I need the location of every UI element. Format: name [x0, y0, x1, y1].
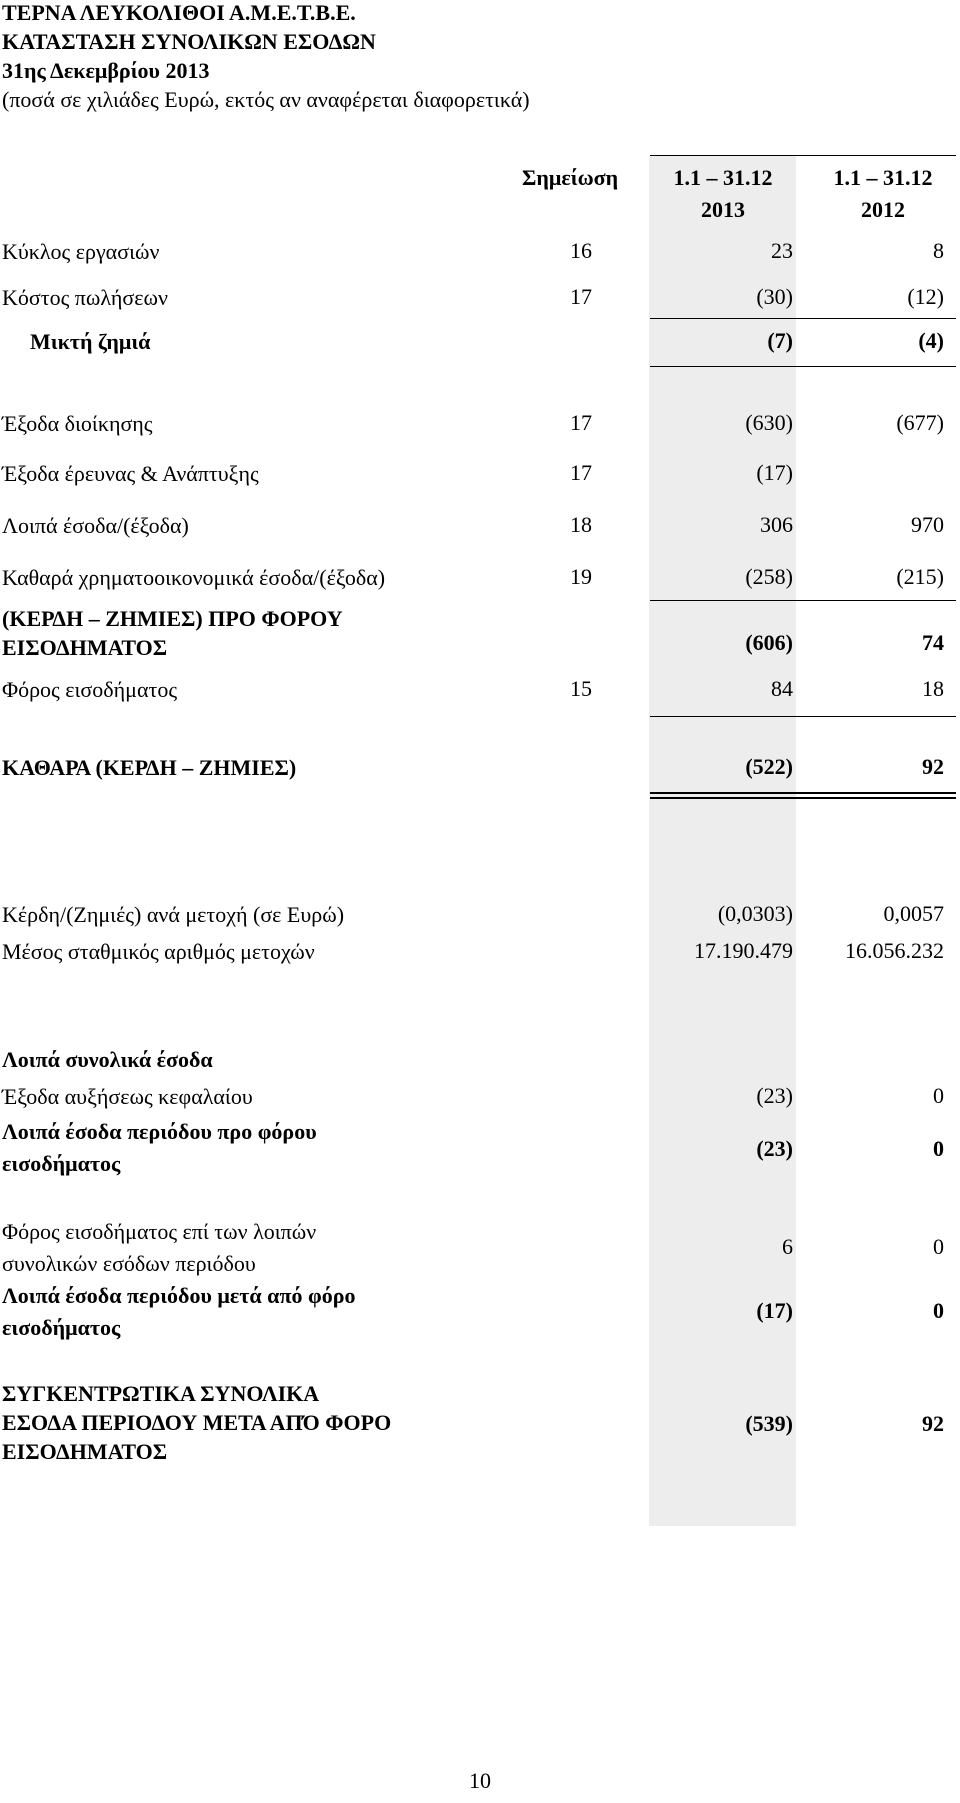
row-note-other-income: 18	[570, 512, 592, 537]
row-note-income-tax: 15	[570, 676, 592, 701]
column-header-2013-year: 2013	[701, 197, 745, 222]
row-2013-net-finance: (258)	[745, 564, 793, 589]
row-2012-net-finance: (215)	[896, 564, 944, 589]
oci-tax-2013: 6	[782, 1234, 793, 1259]
row-note-cost-of-sales: 17	[570, 284, 592, 309]
column-header-2013-range: 1.1 – 31.12	[673, 165, 773, 190]
oci-tax-label-line1: Φόρος εισοδήματος επί των λοιπών	[2, 1219, 317, 1244]
row-2012-cost-of-sales: (12)	[907, 284, 944, 309]
row-2012-other-income: 970	[911, 512, 944, 537]
row-label-profit-before-tax-line2: ΕΙΣΟΔΗΜΑΤΟΣ	[2, 635, 168, 660]
column-header-2012-range: 1.1 – 31.12	[833, 165, 933, 190]
row-label-admin-expenses: Έξοδα διοίκησης	[2, 411, 153, 436]
row-label-net-finance: Καθαρά χρηματοοικονομικά έσοδα/(έξοδα)	[2, 565, 386, 590]
row-note-admin-expenses: 17	[570, 410, 592, 435]
total-label-line2: ΕΣΟΔΑ ΠΕΡΙΟΔΟΥ ΜΕΤΑ ΑΠΌ ΦΟΡΟ	[2, 1410, 392, 1435]
row-label-turnover: Κύκλος εργασιών	[2, 239, 160, 264]
gross-loss-underline	[650, 366, 956, 367]
net-result-double-underline-1	[650, 792, 956, 794]
row-note-turnover: 16	[570, 238, 592, 263]
oci-before-tax-label-line1: Λοιπά έσοδα περιόδου προ φόρου	[2, 1119, 317, 1144]
net-result-rule	[650, 716, 956, 717]
total-label-line1: ΣΥΓΚΕΝΤΡΩΤΙΚΑ ΣΥΝΟΛΙΚΑ	[2, 1381, 320, 1406]
page-number: 10	[469, 1768, 491, 1793]
row-2012-turnover: 8	[933, 238, 944, 263]
column-header-rule	[650, 155, 956, 156]
row-2012-admin-expenses: (677)	[896, 410, 944, 435]
eps-label: Κέρδη/(Ζημιές) ανά μετοχή (σε Ευρώ)	[2, 902, 345, 927]
note-column-header: Σημείωση	[522, 165, 619, 190]
eps-2012: 0,0057	[883, 901, 944, 926]
row-2013-other-income: 306	[760, 512, 793, 537]
column-header-2012-year: 2012	[861, 197, 905, 222]
oci-after-tax-2013: (17)	[756, 1298, 793, 1323]
statement-title: ΚΑΤΑΣΤΑΣΗ ΣΥΝΟΛΙΚΩΝ ΕΣΟΔΩΝ	[2, 29, 376, 54]
oci-tax-label-line2: συνολικών εσόδων περιόδου	[2, 1251, 256, 1276]
oci-after-tax-2012: 0	[933, 1298, 944, 1323]
row-2013-net-result: (522)	[745, 754, 793, 779]
statement-date: 31ης Δεκεμβρίου 2013	[2, 58, 210, 83]
total-2013: (539)	[745, 1411, 793, 1436]
row-2012-profit-before-tax: 74	[922, 630, 944, 655]
row-2013-income-tax: 84	[771, 676, 793, 701]
total-label-line3: ΕΙΣΟΔΗΜΑΤΟΣ	[2, 1439, 168, 1464]
row-2012-net-result: 92	[922, 754, 944, 779]
subtotal-rule	[650, 318, 956, 319]
oci-before-tax-label-line2: εισοδήματος	[2, 1151, 121, 1176]
row-label-net-result: ΚΑΘΑΡΑ (ΚΕΡΔΗ – ΖΗΜΙΕΣ)	[2, 755, 297, 780]
net-result-double-underline-2	[650, 797, 956, 799]
oci-capital-increase-label: Έξοδα αυξήσεως κεφαλαίου	[2, 1084, 253, 1109]
oci-capital-increase-2013: (23)	[756, 1083, 793, 1108]
oci-after-tax-label-line1: Λοιπά έσοδα περιόδου μετά από φόρο	[2, 1283, 356, 1308]
row-label-income-tax: Φόρος εισοδήματος	[2, 677, 178, 702]
units-note: (ποσά σε χιλιάδες Ευρώ, εκτός αν αναφέρεται διαφορετικά)	[2, 87, 530, 112]
oci-before-tax-2012: 0	[933, 1136, 944, 1161]
oci-after-tax-label-line2: εισοδήματος	[2, 1315, 121, 1340]
row-label-cost-of-sales: Κόστος πωλήσεων	[2, 285, 168, 310]
pretax-rule	[650, 600, 956, 601]
row-2013-rnd-expenses: (17)	[756, 460, 793, 485]
row-label-gross-loss: Μικτή ζημιά	[30, 329, 151, 354]
row-label-other-income: Λοιπά έσοδα/(έξοδα)	[2, 513, 189, 538]
shares-label: Μέσος σταθμικός αριθμός μετοχών	[2, 939, 315, 964]
total-2012: 92	[922, 1411, 944, 1436]
row-2013-cost-of-sales: (30)	[756, 284, 793, 309]
oci-before-tax-2013: (23)	[756, 1136, 793, 1161]
row-2012-income-tax: 18	[922, 676, 944, 701]
oci-title: Λοιπά συνολικά έσοδα	[2, 1047, 213, 1072]
oci-capital-increase-2012: 0	[933, 1083, 944, 1108]
row-label-rnd-expenses: Έξοδα έρευνας & Ανάπτυξης	[2, 461, 259, 486]
company-name: ΤΕΡΝΑ ΛΕΥΚΟΛΙΘΟΙ Α.Μ.Ε.Τ.Β.Ε.	[2, 0, 356, 25]
row-label-profit-before-tax-line1: (ΚΕΡΔΗ – ΖΗΜΙΕΣ) ΠΡΟ ΦΟΡΟΥ	[2, 606, 343, 631]
oci-tax-2012: 0	[933, 1234, 944, 1259]
row-2013-gross-loss: (7)	[767, 328, 793, 353]
row-2013-turnover: 23	[771, 238, 793, 263]
shares-2013: 17.190.479	[694, 938, 793, 963]
eps-2013: (0,0303)	[717, 901, 793, 926]
row-2013-admin-expenses: (630)	[745, 410, 793, 435]
row-2012-gross-loss: (4)	[918, 328, 944, 353]
row-note-rnd-expenses: 17	[570, 460, 592, 485]
row-note-net-finance: 19	[570, 564, 592, 589]
shares-2012: 16.056.232	[845, 938, 944, 963]
row-2013-profit-before-tax: (606)	[745, 630, 793, 655]
